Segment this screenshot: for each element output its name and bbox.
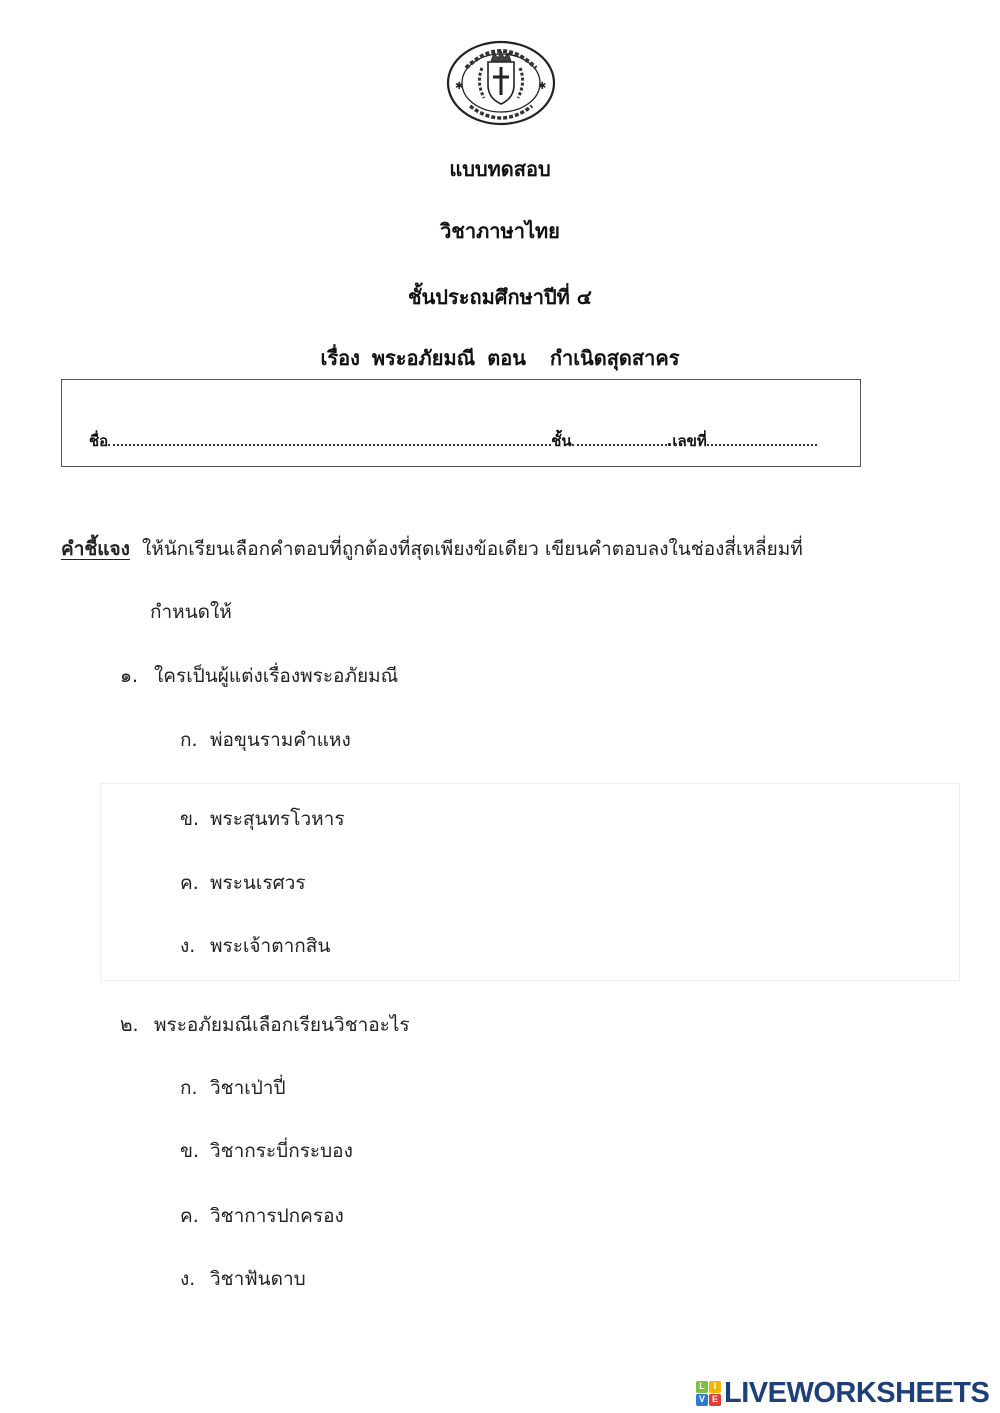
- choice-1d[interactable]: [180, 931, 330, 961]
- class-field[interactable]: [572, 432, 667, 446]
- question-1: [120, 661, 398, 691]
- instructions-text: ให้นักเรียนเลือกคำตอบที่ถูกต้องที่สุดเพียงข้อเดียว เขียนคำตอบลงในช่องสี่เหลี่ยมที่: [141, 538, 803, 560]
- svg-text:✱: ✱: [538, 81, 547, 92]
- liveworksheets-logo[interactable]: [696, 1378, 989, 1408]
- choice-letter: ก.: [180, 1077, 198, 1099]
- choice-text: วิชากระบี่กระบอง: [210, 1140, 353, 1162]
- choice-2d[interactable]: [180, 1264, 306, 1294]
- question-number: ๑.: [120, 665, 139, 687]
- choice-1b[interactable]: [180, 804, 345, 834]
- choice-text: วิชาฟันดาบ: [210, 1268, 306, 1290]
- logo-tiles-icon: [696, 1381, 721, 1406]
- worksheet-title: แบบทดสอบ: [449, 157, 551, 181]
- choice-2a[interactable]: [180, 1073, 286, 1103]
- subject-title: วิชาภาษาไทย: [440, 219, 560, 243]
- choice-text: พ่อขุนรามคำแหง: [210, 729, 351, 751]
- student-info-box: [61, 379, 861, 467]
- choice-1a[interactable]: [180, 725, 351, 755]
- choice-2b[interactable]: [180, 1136, 353, 1166]
- topic-story: พระอภัยมณี: [371, 346, 476, 370]
- choice-text: วิชาการปกครอง: [210, 1205, 344, 1227]
- choice-letter: ข.: [180, 808, 200, 830]
- name-field[interactable]: [108, 432, 551, 446]
- instructions: [61, 534, 803, 564]
- choice-letter: ก.: [180, 729, 198, 751]
- choice-1c[interactable]: [180, 868, 306, 898]
- choice-text: พระนเรศวร: [210, 872, 306, 894]
- topic-episode: กำเนิดสุดสาคร: [549, 346, 680, 370]
- svg-text:✱: ✱: [455, 81, 464, 92]
- name-label: ชื่อ: [89, 432, 109, 450]
- instructions-text-continued: กำหนดให้: [150, 601, 232, 623]
- choice-text: วิชาเป่าปี่: [210, 1077, 286, 1099]
- choice-letter: ง.: [180, 935, 196, 957]
- question-2: [120, 1010, 410, 1040]
- number-label: .เลขที่: [666, 432, 707, 450]
- choice-letter: ค.: [180, 1205, 199, 1227]
- class-label: ชั้น: [551, 432, 572, 450]
- choice-letter: ข.: [180, 1140, 200, 1162]
- question-text: ใครเป็นผู้แต่งเรื่องพระอภัยมณี: [154, 665, 399, 687]
- school-seal-icon: [446, 40, 556, 126]
- logo-tile-e: E: [709, 1394, 721, 1406]
- student-info-line: [89, 429, 817, 453]
- choice-letter: ง.: [180, 1268, 196, 1290]
- logo-tile-i: I: [709, 1381, 721, 1393]
- logo-tile-l: L: [696, 1381, 708, 1393]
- topic-label: เรื่อง: [320, 346, 360, 370]
- logo-tile-v: V: [696, 1394, 708, 1406]
- choice-2c[interactable]: [180, 1201, 344, 1231]
- grade-title: ชั้นประถมศึกษาปีที่ ๔: [408, 285, 592, 309]
- question-number: ๒.: [120, 1014, 139, 1036]
- instructions-label: คำชี้แจง: [61, 538, 130, 560]
- choice-text: พระสุนทรโวหาร: [210, 808, 345, 830]
- topic-episode-label: ตอน: [487, 346, 526, 370]
- logo-text: LIVEWORKSHEETS: [724, 1376, 990, 1409]
- choice-letter: ค.: [180, 872, 199, 894]
- topic-title: [0, 342, 1000, 374]
- question-text: พระอภัยมณีเลือกเรียนวิชาอะไร: [154, 1014, 410, 1036]
- choice-text: พระเจ้าตากสิน: [210, 935, 331, 957]
- number-field[interactable]: [707, 432, 817, 446]
